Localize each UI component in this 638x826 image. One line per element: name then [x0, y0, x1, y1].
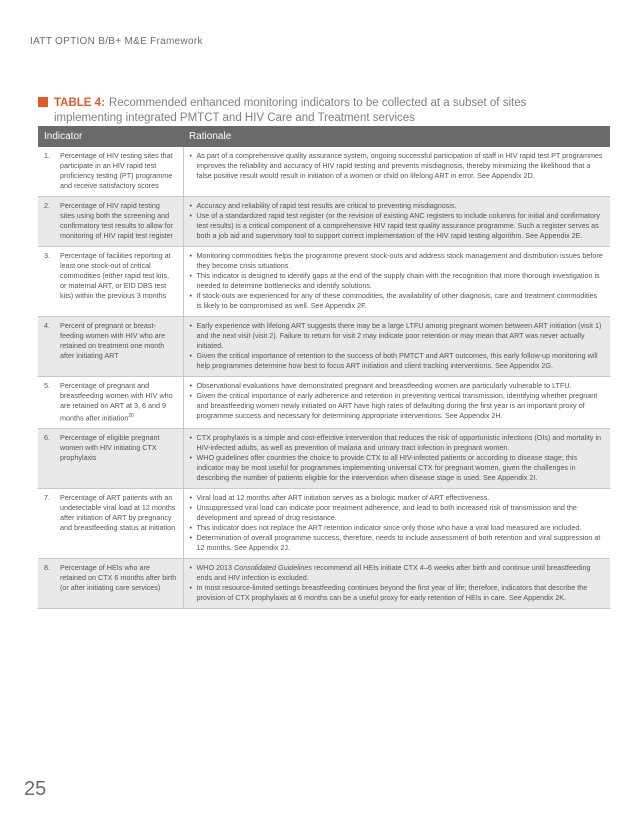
- indicator-cell: [38, 197, 183, 247]
- indicators-table: [38, 126, 610, 609]
- table-row: [38, 147, 610, 197]
- indicator-text: Percentage of ART patients with an undetectable viral load at 12 months after initiation of ART by pregnancy and breastfeeding status at initiation: [60, 493, 176, 533]
- indicator-text: Percentage of facilities reporting at least one stock-out of critical commodities (either rapid test kits, or maternal ART, or EID DBS test kits) within the previous 3 months: [60, 251, 171, 300]
- rationale-cell: [183, 247, 610, 317]
- indicator-text: Percentage of HEIs who are retained on CTX 6 months after birth (or after initiating care services): [60, 563, 177, 593]
- indicator-number: 1.: [44, 151, 50, 160]
- indicator-number: 2.: [44, 201, 50, 210]
- indicator-number: 6.: [44, 433, 50, 443]
- rationale-cell: [183, 559, 610, 609]
- guideline-title: Consolidated Guidelines: [234, 563, 312, 573]
- rationale-bullet: • If stock-outs are experienced for any of these commodities, the availability of other diagnosis, care and treatment commodities is likely to be compromised as well. See Appendix 2F.: [190, 291, 605, 311]
- rationale-bullet: • Given the critical importance of retention to the success of both PMTCT and ART outcomes, this early follow-up monitoring will help programmes determine how best to focus ART initiation and client tracking interventions. See Appendix 2G.: [190, 351, 605, 371]
- rationale-bullet: • Accuracy and reliability of rapid test results are critical to preventing misdiagnosis.: [190, 201, 605, 211]
- table-row: [38, 559, 610, 609]
- table-title-line-2: implementing integrated PMTCT and HIV Care and Treatment services: [54, 111, 415, 124]
- rationale-bullet: • Observational evaluations have demonstrated pregnant and breastfeeding women are particularly vulnerable to LTFU.: [190, 381, 605, 391]
- indicator-number: 8.: [44, 563, 50, 573]
- rationale-bullet: • In most resource-limited settings breastfeeding continues beyond the first year of life; therefore, indicators that describe the provision of CTX prophylaxis at 6 months can be a useful proxy for early retention of HEIs in care. See Appendix 2K.: [190, 583, 605, 603]
- indicator-cell: [38, 147, 183, 197]
- rationale-bullet: • Monitoring commodities helps the programme prevent stock-outs and address stock management and distribution issues before they become crisis situations.: [190, 251, 605, 271]
- rationale-bullet: • This indicator does not replace the ART retention indicator since only those who have a viral load measured are included.: [190, 523, 605, 533]
- indicator-text-block: [57, 201, 177, 241]
- indicator-cell: [38, 429, 183, 489]
- rationale-bullet: • Given the critical importance of early adherence and retention in preventing vertical transmission, identifying whether pregnant and breastfeeding women newly initiated on ART have high rates of defaulting during the first year is an important proxy of programme success and necessary for determining appropriate interventions. See Appendix 2H.: [190, 391, 605, 421]
- rationale-list: [190, 563, 605, 603]
- table-row: [38, 197, 610, 247]
- column-header-rationale: Rationale: [183, 126, 610, 147]
- table-row: [38, 317, 610, 377]
- rationale-bullet: [190, 563, 605, 583]
- rationale-bullet: • As part of a comprehensive quality assurance system, ongoing successful participation of staff in HIV rapid test PT programmes improves the reliability and accuracy of HIV rapid testing and prevents misdiagnosis, thereby minimizing the likelihood that a false positive result would result in initiation of a women or child on lifelong ART in error. See Appendix 2D.: [190, 151, 605, 181]
- table-row: [38, 247, 610, 317]
- indicator-cell: [38, 559, 183, 609]
- indicator-number: 4.: [44, 321, 50, 330]
- indicator-number: 3.: [44, 251, 50, 260]
- rationale-text: WHO 2013: [196, 563, 235, 573]
- indicator-text: Percentage of eligible pregnant women with HIV initiating CTX prophylaxis: [60, 433, 160, 463]
- rationale-list: [190, 151, 605, 181]
- indicator-cell: [38, 377, 183, 429]
- indicator-text: Percentage of HIV rapid testing sites using both the screening and confirmatory test results to allow for monitoring of HIV rapid test register: [60, 201, 174, 240]
- rationale-list: [190, 381, 605, 421]
- rationale-cell: [183, 429, 610, 489]
- indicator-text-block: [57, 151, 177, 191]
- indicator-text-block: [57, 381, 177, 423]
- indicator-text-block: [57, 563, 177, 593]
- indicator-text-block: [57, 433, 177, 463]
- rationale-cell: [183, 147, 610, 197]
- footnote-reference: 20: [128, 413, 134, 419]
- rationale-cell: [183, 197, 610, 247]
- table-row: [38, 377, 610, 429]
- table-body: [38, 147, 610, 609]
- rationale-list: [190, 493, 605, 553]
- column-header-indicator: Indicator: [38, 126, 183, 147]
- indicator-cell: [38, 489, 183, 559]
- indicator-text-block: [57, 321, 177, 361]
- running-header: IATT OPTION B/B+ M&E Framework: [30, 36, 203, 47]
- rationale-bullet: • CTX prophylaxis is a simple and cost-effective intervention that reduces the risk of opportunistic infections (OIs) and mortality in HIV-infected adults, as well as prevention of malaria and urinary tract infection in pregnant women.: [190, 433, 605, 453]
- table-title-line-1: Recommended enhanced monitoring indicators to be collected at a subset of sites: [108, 97, 527, 109]
- rationale-list: [190, 251, 605, 311]
- rationale-cell: [183, 489, 610, 559]
- table-row: [38, 429, 610, 489]
- rationale-list: [190, 321, 605, 371]
- indicator-cell: [38, 247, 183, 317]
- indicator-cell: [38, 317, 183, 377]
- rationale-bullet: • Early experience with lifelong ART suggests there may be a large LTFU among pregnant women between ART initiation (visit 1) and the next visit (visit 2). Failure to return for visit 2 may indicate poor retention or may mean that ART was never actually initiated.: [190, 321, 605, 351]
- rationale-bullet: • Determination of overall programme success, therefore, needs to include assessment of both retention and viral suppression at 12 months. See Appendix 2J.: [190, 533, 605, 553]
- title-square-icon: [38, 97, 48, 107]
- indicator-text: Percentage of pregnant and breastfeeding women with HIV who are retained on ART at 3, 6 and 9 months after initiation: [60, 381, 173, 423]
- table-label: TABLE 4:: [54, 97, 105, 109]
- rationale-bullet: • This indicator is designed to identify gaps at the end of the supply chain with the recognition that more thorough investigation is needed to determine bottlenecks and identify solutions.: [190, 271, 605, 291]
- rationale-text: recommend all HEIs initiate CTX 4–6 weeks after birth and continue until breastfeeding ends and HIV infection is excluded.: [196, 563, 591, 583]
- indicator-text: Percentage of HIV testing sites that participate in an HIV rapid test proficiency testing (PT) programme and receive satisfactory scores: [60, 151, 173, 190]
- indicator-text-block: [57, 251, 177, 301]
- table-title: [38, 96, 608, 125]
- page-number: 25: [24, 778, 47, 800]
- rationale-bullet: • Unsuppressed viral load can indicate poor treatment adherence, and lead to both increased risk of transmission and the development and spread of drug resistance.: [190, 503, 605, 523]
- indicator-text-block: [57, 493, 177, 533]
- rationale-bullet: • Use of a standardized rapid test register (or the revision of existing ANC registers to include columns for initial and confirmatory test results) is a critical component of a comprehensive HIV rapid test quality assurance programme. Such a register serves as both a job aid and supervisory tool to support correct implementation of the HIV rapid testing algorithm. See Appendix 2E.: [190, 211, 605, 241]
- rationale-cell: [183, 317, 610, 377]
- table-row: [38, 489, 610, 559]
- rationale-bullet: • WHO guidelines offer countries the choice to provide CTX to all HIV-infected patients or according to disease stage; this indicator may be most useful for programmes implementing universal CTX for pregnant women, given the challenges in describing the number of patients eligible for the intervention when disease stage is used. See Appendix 2I.: [190, 453, 605, 483]
- indicator-number: 5.: [44, 381, 50, 390]
- table-header-row: [38, 126, 610, 147]
- indicator-text: Percent of pregnant or breast-feeding women with HIV who are retained on treatment one month after initiating ART: [60, 321, 166, 360]
- indicator-number: 7.: [44, 493, 50, 503]
- rationale-list: [190, 201, 605, 241]
- rationale-cell: [183, 377, 610, 429]
- rationale-bullet: • Viral load at 12 months after ART initiation serves as a biologic marker of ART effectiveness.: [190, 493, 605, 503]
- rationale-list: [190, 433, 605, 483]
